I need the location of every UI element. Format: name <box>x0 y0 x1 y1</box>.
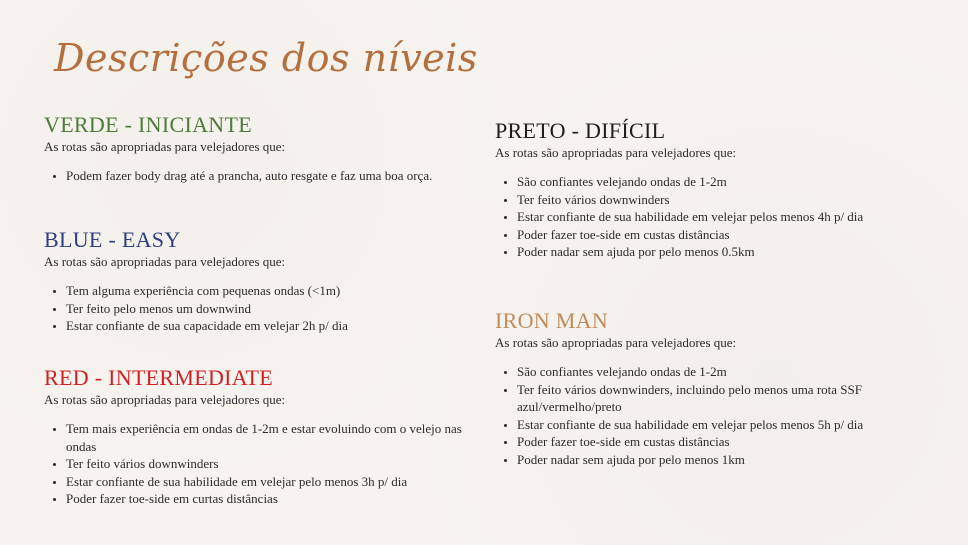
level-red <box>44 366 484 508</box>
level-verde <box>44 113 484 185</box>
list-item: • Poder nadar sem ajuda por pelo menos 0.5km <box>517 243 955 261</box>
level-intro: As rotas são apropriadas para velejadores que: <box>495 145 737 160</box>
list-item: • Estar confiante de sua capacidade em velejar 2h p/ dia <box>66 317 484 335</box>
list-item: • São confiantes velejando ondas de 1-2m <box>517 363 955 381</box>
list-item: • Estar confiante de sua habilidade em velejar pelos menos 5h p/ dia <box>517 416 955 434</box>
list-item: • Podem fazer body drag até a prancha, auto resgate e faz uma boa orça. <box>66 167 484 185</box>
list-item: • Ter feito pelo menos um downwind <box>66 300 484 318</box>
list-item: • Poder fazer toe-side em custas distâncias <box>517 226 955 244</box>
criteria-list <box>495 173 955 261</box>
criteria-list <box>495 363 955 468</box>
criteria-list <box>44 420 484 508</box>
level-intro: As rotas são apropriadas para velejadores que: <box>44 254 286 269</box>
level-title: BLUE - EASY <box>44 227 181 252</box>
level-intro: As rotas são apropriadas para velejadores que: <box>44 392 286 407</box>
level-preto <box>495 119 955 261</box>
level-title: IRON MAN <box>495 308 609 333</box>
list-item: • São confiantes velejando ondas de 1-2m <box>517 173 955 191</box>
list-item: • Ter feito vários downwinders, incluindo pelo menos uma rota SSF azul/vermelho/preto <box>517 381 955 416</box>
list-item: • Poder nadar sem ajuda por pelo menos 1km <box>517 451 955 469</box>
level-intro: As rotas são apropriadas para velejadores que: <box>44 139 286 154</box>
list-item: • Poder fazer toe-side em curtas distâncias <box>66 490 484 508</box>
level-title: PRETO - DIFÍCIL <box>495 118 666 143</box>
list-item: • Tem mais experiência em ondas de 1-2m e estar evoluindo com o velejo nas ondas <box>66 420 484 455</box>
list-item: • Tem alguma experiência com pequenas ondas (<1m) <box>66 282 484 300</box>
list-item: • Estar confiante de sua habilidade em velejar pelos menos 4h p/ dia <box>517 208 955 226</box>
level-intro: As rotas são apropriadas para velejadores que: <box>495 335 737 350</box>
criteria-list <box>44 167 484 185</box>
criteria-list <box>44 282 484 335</box>
page-title: Descrições dos níveis <box>54 36 478 80</box>
list-item: • Estar confiante de sua habilidade em velejar pelo menos 3h p/ dia <box>66 473 484 491</box>
list-item: • Ter feito vários downwinders <box>517 191 955 209</box>
list-item: • Poder fazer toe-side em custas distâncias <box>517 433 955 451</box>
level-title: RED - INTERMEDIATE <box>44 365 274 390</box>
list-item: • Ter feito vários downwinders <box>66 455 484 473</box>
level-title: VERDE - INICIANTE <box>44 112 252 137</box>
level-iron-man <box>495 309 955 468</box>
level-blue <box>44 228 484 335</box>
